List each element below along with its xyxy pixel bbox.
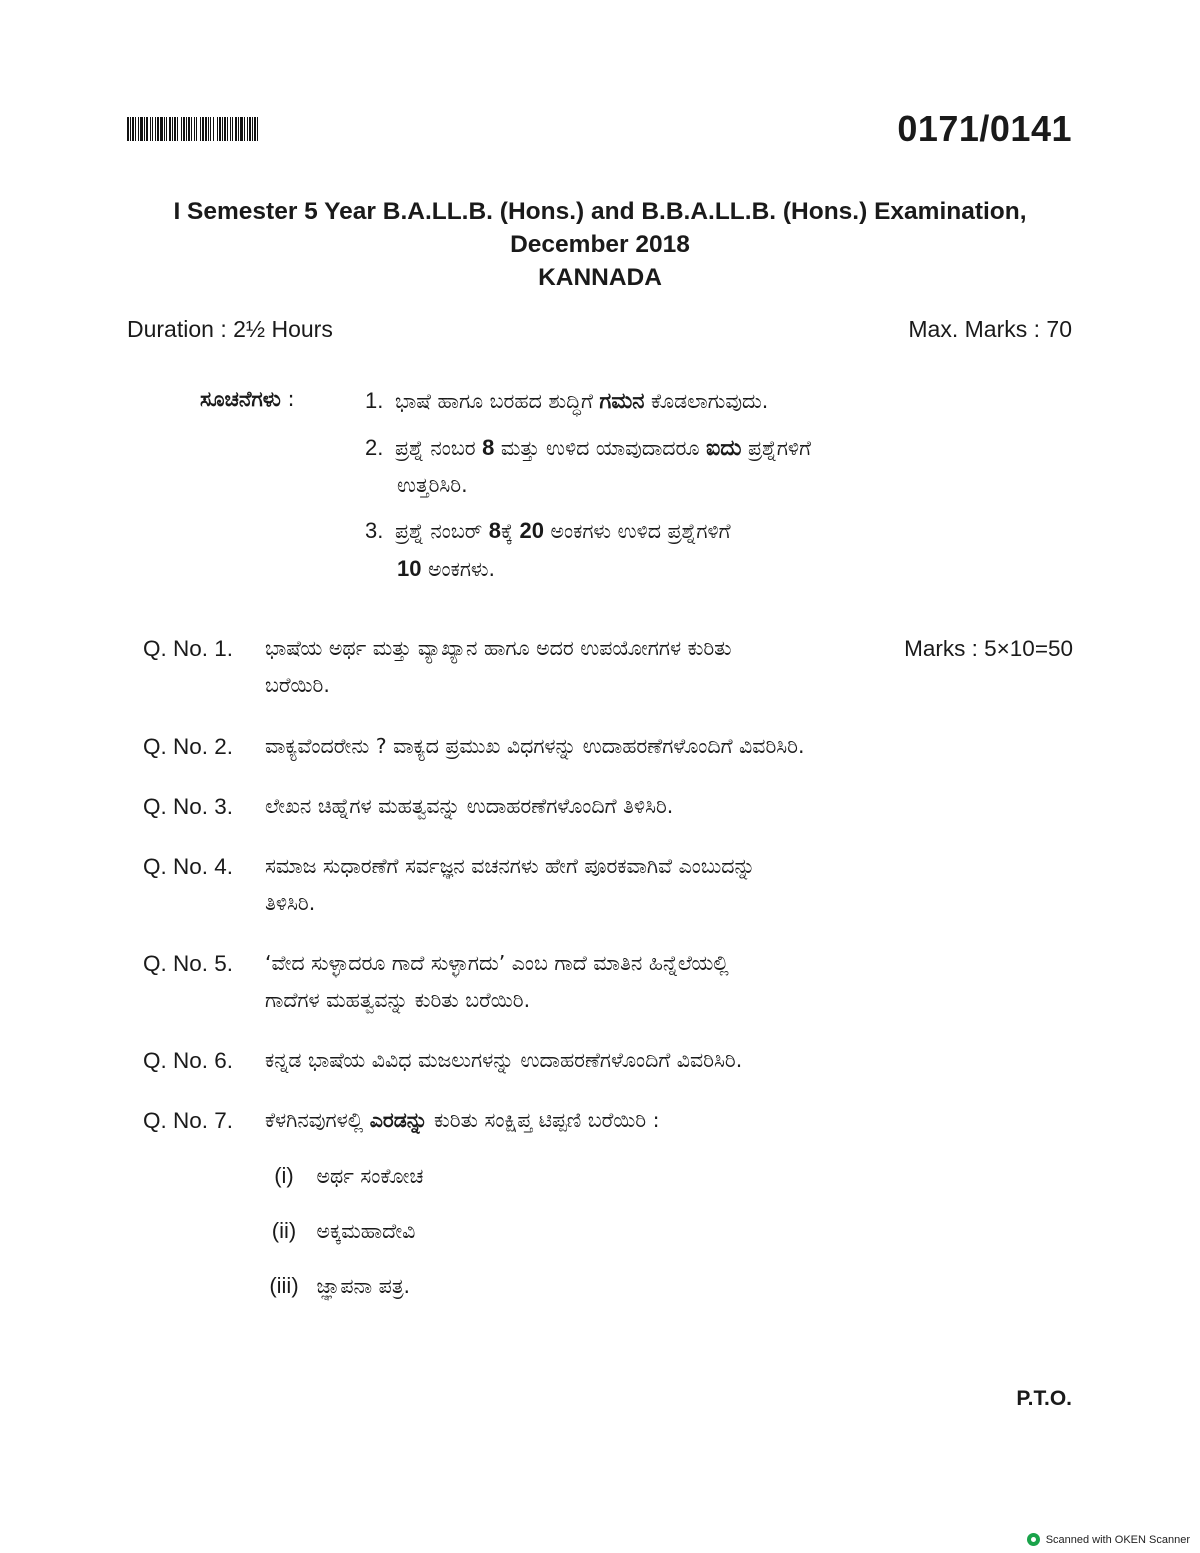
barcode: [127, 117, 343, 141]
question-number: Q. No. 7.: [143, 1108, 234, 1133]
instruction-bold: 20: [519, 518, 544, 543]
question-2: [143, 728, 1073, 765]
marks-label: Marks : 5×10=50: [904, 636, 1073, 661]
question-6: [143, 1042, 1073, 1079]
question-text: [265, 945, 945, 1019]
question-3: [143, 788, 1073, 825]
sub-item-number: (ii): [271, 1218, 297, 1243]
question-number: Q. No. 5.: [143, 951, 234, 976]
duration: Duration : 2½ Hours: [127, 316, 333, 342]
oken-logo-icon: [1027, 1533, 1040, 1546]
question-1: [143, 630, 1073, 704]
instruction-text: ಪ್ರಶ್ನೆ ನಂಬರ: [395, 436, 483, 460]
sub-item-text: ಅಕ್ಕಮಹಾದೇವಿ: [316, 1219, 416, 1243]
question-line: ತಿಳಿಸಿರಿ.: [265, 891, 316, 915]
instruction-text: ಪ್ರಶ್ನೆ ನಂಬರ್: [395, 519, 489, 543]
instructions-label-text: ಸೂಚನೆಗಳು: [200, 387, 281, 411]
question-line: [265, 1102, 945, 1139]
max-marks: Max. Marks : 70: [908, 316, 1072, 342]
instruction-text: ಭಾಷೆ ಹಾಗೂ ಬರಹದ ಶುದ್ಧಿಗೆ: [395, 389, 600, 413]
question-text-part: ಕುರಿತು ಸಂಕ್ಷಿಪ್ತ ಟಿಪ್ಪಣಿ ಬರೆಯಿರಿ :: [427, 1108, 660, 1132]
sub-item-iii: [258, 1267, 410, 1305]
question-number: Q. No. 6.: [143, 1048, 234, 1073]
instruction-bold: 8: [482, 435, 495, 460]
sub-item-text: ಅರ್ಥ ಸಂಕೋಚ: [316, 1164, 424, 1188]
question-text: [265, 788, 945, 825]
question-number: Q. No. 4.: [143, 854, 234, 879]
question-7: [143, 1102, 1073, 1139]
subject-title: KANNADA: [538, 264, 662, 291]
question-text: [265, 1102, 945, 1139]
instruction-text: ಅಂಕಗಳು ಉಳಿದ ಪ್ರಶ್ನೆಗಳಿಗೆ: [544, 519, 731, 543]
question-line: ಸಮಾಜ ಸುಧಾರಣೆಗೆ ಸರ್ವಜ್ಞನ ವಚನಗಳು ಹೇಗೆ ಪೂರಕವಾಗಿವೆ ಎಂಬುದನ್ನು: [265, 854, 756, 878]
sub-item-i: [258, 1157, 423, 1195]
question-line: ‘ವೇದ ಸುಳ್ಳಾದರೂ ಗಾದೆ ಸುಳ್ಳಾಗದು’ ಎಂಬ ಗಾದೆ ಮಾತಿನ ಹಿನ್ನೆಲೆಯಲ್ಲಿ: [265, 951, 729, 975]
exam-title-line2: December 2018: [510, 231, 690, 258]
instruction-number: 1.: [365, 388, 384, 413]
instruction-continuation: ಉತ್ತರಿಸಿರಿ.: [397, 473, 468, 497]
question-line: ಲೇಖನ ಚಿಹ್ನೆಗಳ ಮಹತ್ವವನ್ನು ಉದಾಹರಣೆಗಳೊಂದಿಗೆ ತಿಳಿಸಿರಿ.: [265, 794, 674, 818]
question-line: ಬರೆಯಿರಿ.: [265, 673, 330, 697]
question-text-part: ಕೆಳಗಿನವುಗಳಲ್ಲಿ: [265, 1108, 370, 1132]
instruction-item: [365, 429, 940, 504]
question-5: [143, 945, 1073, 1019]
instructions-label: [200, 387, 295, 412]
instruction-bold: 8: [488, 518, 501, 543]
instruction-text: ಕ್ಕೆ: [501, 519, 520, 543]
pto-label: P.T.O.: [1016, 1387, 1072, 1410]
scanner-watermark: [1027, 1533, 1190, 1546]
question-line: ಕನ್ನಡ ಭಾಷೆಯ ವಿವಿಧ ಮಜಲುಗಳನ್ನು ಉದಾಹರಣೆಗಳೊಂದಿಗೆ ವಿವರಿಸಿರಿ.: [265, 1048, 743, 1072]
question-4: [143, 848, 1073, 922]
question-text: [265, 848, 945, 922]
question-bold: ಎರಡನ್ನು: [369, 1108, 428, 1132]
scanner-text: Scanned with OKEN Scanner: [1045, 1533, 1190, 1546]
question-text: [265, 630, 945, 704]
question-line: ವಾಕ್ಯವೆಂದರೇನು ? ವಾಕ್ಯದ ಪ್ರಮುಖ ವಿಧಗಳನ್ನು ಉದಾಹರಣೆಗಳೊಂದಿಗೆ ವಿವರಿಸಿರಿ.: [265, 734, 805, 758]
question-number: Q. No. 3.: [143, 794, 234, 819]
barcode-bar: [258, 117, 260, 141]
sub-item-text: ಜ್ಞಾಪನಾ ಪತ್ರ.: [316, 1274, 411, 1298]
question-line: ಗಾದೆಗಳ ಮಹತ್ವವನ್ನು ಕುರಿತು ಬರೆಯಿರಿ.: [265, 988, 531, 1012]
instruction-bold: ಗಮನ: [599, 388, 645, 413]
instruction-item: [365, 382, 940, 420]
sub-item-number: (iii): [269, 1273, 299, 1298]
instruction-text: ಅಂಕಗಳು.: [421, 557, 496, 581]
instruction-text: ಪ್ರಶ್ನೆಗಳಿಗೆ: [741, 436, 812, 460]
question-text: [265, 1042, 945, 1079]
instruction-number: 2.: [365, 435, 384, 460]
sub-item-number: (i): [274, 1163, 294, 1188]
exam-title: [0, 195, 1200, 294]
instruction-number: 3.: [365, 518, 384, 543]
instruction-text: ಮತ್ತು ಉಳಿದ ಯಾವುದಾದರೂ: [494, 436, 706, 460]
instruction-bold: 10: [397, 556, 422, 581]
question-number: Q. No. 2.: [143, 734, 234, 759]
instructions-colon: :: [280, 387, 295, 411]
instruction-continuation: [365, 550, 940, 588]
paper-code: 0171/0141: [897, 108, 1072, 149]
instruction-bold: ಐದು: [706, 435, 742, 460]
instruction-text: ಕೊಡಲಾಗುವುದು.: [644, 389, 769, 413]
question-line: ಭಾಷೆಯ ಅರ್ಥ ಮತ್ತು ವ್ಯಾಖ್ಯಾನ ಹಾಗೂ ಅದರ ಉಪಯೋಗಗಳ ಕುರಿತು: [265, 636, 732, 660]
instruction-item: [365, 512, 940, 588]
question-text: [265, 728, 1025, 765]
exam-title-line1: I Semester 5 Year B.A.LL.B. (Hons.) and B.B.A.LL.B. (Hons.) Examination,: [173, 198, 1027, 225]
sub-item-ii: [258, 1212, 415, 1250]
question-number: Q. No. 1.: [143, 636, 234, 661]
